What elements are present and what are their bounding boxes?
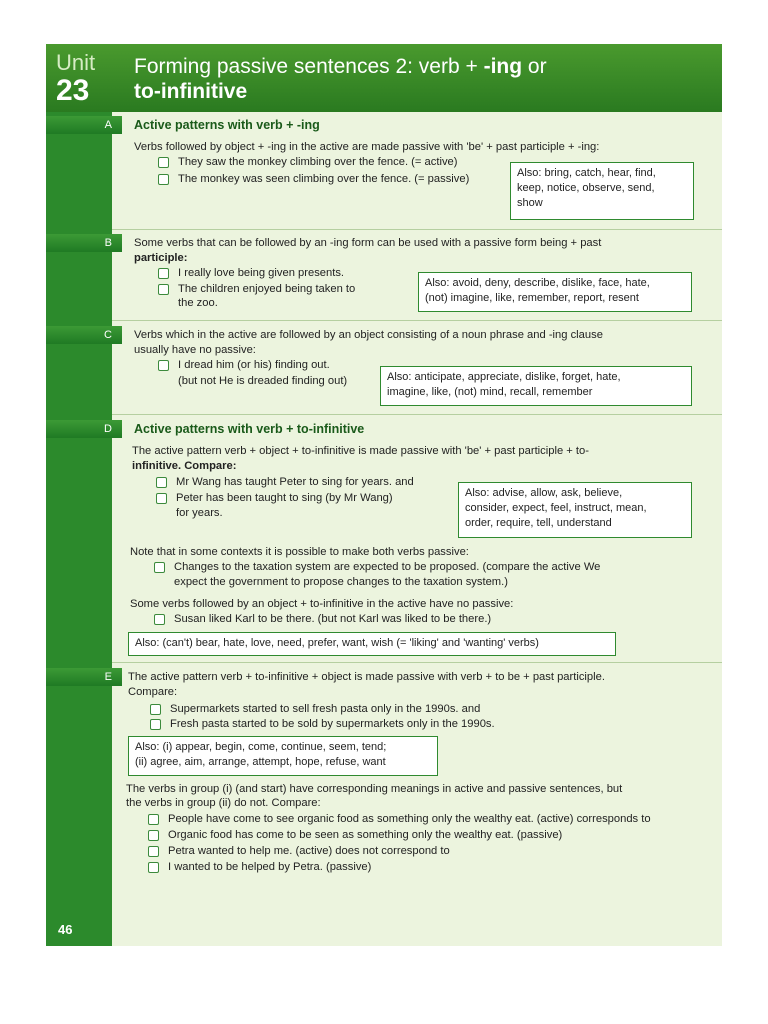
section-d-intro-1: The active pattern verb + object + to-infinitive is made passive with 'be' + past participle + to- xyxy=(132,445,589,457)
section-b-example-2b: the zoo. xyxy=(178,297,218,309)
box-line: consider, expect, feel, instruct, mean, xyxy=(465,502,647,514)
bullet-icon xyxy=(148,862,159,873)
bullet-icon xyxy=(158,268,169,279)
section-d-example-2a: Peter has been taught to sing (by Mr Wang) xyxy=(176,492,393,504)
section-d-heading: Active patterns with verb + to-infinitive xyxy=(134,422,365,436)
unit-header xyxy=(46,44,722,112)
bullet-icon xyxy=(148,814,159,825)
textbook-page xyxy=(46,44,722,946)
section-e-example-3: People have come to see organic food as something only the wealthy eat. (active) corresponds to xyxy=(168,813,651,825)
section-b-also-box xyxy=(418,272,692,312)
section-a-example-2: The monkey was seen climbing over the fence. (= passive) xyxy=(178,173,470,185)
box-line: keep, notice, observe, send, xyxy=(517,182,655,194)
box-line: (not) imagine, like, remember, report, resent xyxy=(425,292,639,304)
section-e-example-6: I wanted to be helped by Petra. (passive) xyxy=(168,861,372,873)
title-part-3: or xyxy=(522,55,547,78)
bullet-icon xyxy=(150,704,161,715)
section-e-example-1: Supermarkets started to sell fresh pasta only in the 1990s. and xyxy=(170,703,481,715)
section-b-example-2a: The children enjoyed being taken to xyxy=(178,283,356,295)
unit-number: 23 xyxy=(56,74,90,107)
section-c-example-1b: (but not He is dreaded finding out) xyxy=(178,375,348,387)
title-line-2: to-infinitive xyxy=(134,80,248,103)
section-a-heading: Active patterns with verb + -ing xyxy=(134,118,320,132)
bullet-icon xyxy=(150,719,161,730)
bullet-icon xyxy=(158,360,169,371)
box-line: imagine, like, (not) mind, recall, remember xyxy=(387,386,593,398)
bullet-icon xyxy=(148,830,159,841)
section-tab-a: A xyxy=(46,116,122,134)
section-d-note: Note that in some contexts it is possible to make both verbs passive: xyxy=(130,546,469,558)
section-d-example-1: Mr Wang has taught Peter to sing for years. and xyxy=(176,476,414,488)
section-d-example-3b: expect the government to propose changes to the taxation system.) xyxy=(174,576,508,588)
section-e-intro-2: Compare: xyxy=(128,686,178,698)
page-title xyxy=(134,54,547,104)
box-line: order, require, tell, understand xyxy=(465,517,612,529)
section-divider xyxy=(112,229,722,230)
bullet-icon xyxy=(156,477,167,488)
section-tab-c: C xyxy=(46,326,122,344)
section-c-example-1a: I dread him (or his) finding out. xyxy=(178,359,330,371)
section-e-example-4: Organic food has come to be seen as something only the wealthy eat. (passive) xyxy=(168,829,563,841)
section-a-also-box xyxy=(510,162,694,220)
unit-label: Unit xyxy=(56,50,96,75)
section-a-example-1: They saw the monkey climbing over the fence. (= active) xyxy=(178,156,458,168)
section-d-also-box xyxy=(458,482,692,538)
section-e-intro-1: The active pattern verb + to-infinitive + object is made passive with verb + to be + past participle. xyxy=(128,671,605,683)
box-line: Also: bring, catch, hear, find, xyxy=(517,167,656,179)
section-d-also-box-2: Also: (can't) bear, hate, love, need, prefer, want, wish (= 'liking' and 'wanting' verbs) xyxy=(128,632,616,656)
section-c-intro-1: Verbs which in the active are followed by an object consisting of a noun phrase and -ing clause xyxy=(134,329,603,341)
section-d-example-2b: for years. xyxy=(176,507,223,519)
bullet-icon xyxy=(148,846,159,857)
section-b-intro-1: Some verbs that can be followed by an -ing form can be used with a passive form being + past xyxy=(134,237,602,249)
section-b-example-1: I really love being given presents. xyxy=(178,267,345,279)
section-d-intro-2: infinitive. Compare: xyxy=(132,460,237,472)
section-tab-b: B xyxy=(46,234,122,252)
section-e-note-1: The verbs in group (i) (and start) have corresponding meanings in active and passive sentences, but xyxy=(126,783,623,795)
section-e-example-2: Fresh pasta started to be sold by supermarkets only in the 1990s. xyxy=(170,718,495,730)
box-line: show xyxy=(517,197,543,209)
section-a-intro: Verbs followed by object + -ing in the active are made passive with 'be' + past participle + -ing: xyxy=(134,141,600,153)
box-line: Also: anticipate, appreciate, dislike, forget, hate, xyxy=(387,371,621,383)
left-green-strip xyxy=(46,44,112,946)
section-b-intro-2: participle: xyxy=(134,252,188,264)
section-c-intro-2: usually have no passive: xyxy=(134,344,256,356)
bullet-icon xyxy=(156,493,167,504)
bullet-icon xyxy=(158,157,169,168)
bullet-icon xyxy=(154,562,165,573)
section-d-example-4: Susan liked Karl to be there. (but not Karl was liked to be there.) xyxy=(174,613,492,625)
page-number: 46 xyxy=(58,922,73,937)
box-line: (ii) agree, aim, arrange, attempt, hope, refuse, want xyxy=(135,756,386,768)
title-part-2: -ing xyxy=(483,55,523,78)
box-line: Also: avoid, deny, describe, dislike, face, hate, xyxy=(425,277,650,289)
section-divider xyxy=(112,662,722,663)
box-line: Also: advise, allow, ask, believe, xyxy=(465,487,623,499)
box-line: Also: (i) appear, begin, come, continue, seem, tend; xyxy=(135,741,387,753)
section-divider xyxy=(112,320,722,321)
section-e-also-box xyxy=(128,736,438,776)
section-tab-e: E xyxy=(46,668,122,686)
section-e-note-2: the verbs in group (ii) do not. Compare: xyxy=(126,797,321,809)
bullet-icon xyxy=(158,284,169,295)
bullet-icon xyxy=(158,174,169,185)
title-part-1: Forming passive sentences 2: verb + xyxy=(134,55,484,78)
section-divider xyxy=(112,414,722,415)
section-d-note-2: Some verbs followed by an object + to-infinitive in the active have no passive: xyxy=(130,598,514,610)
bullet-icon xyxy=(154,614,165,625)
section-e-example-5: Petra wanted to help me. (active) does not correspond to xyxy=(168,845,450,857)
section-d-example-3a: Changes to the taxation system are expected to be proposed. (compare the active We xyxy=(174,561,601,573)
section-tab-d: D xyxy=(46,420,122,438)
section-c-also-box xyxy=(380,366,692,406)
